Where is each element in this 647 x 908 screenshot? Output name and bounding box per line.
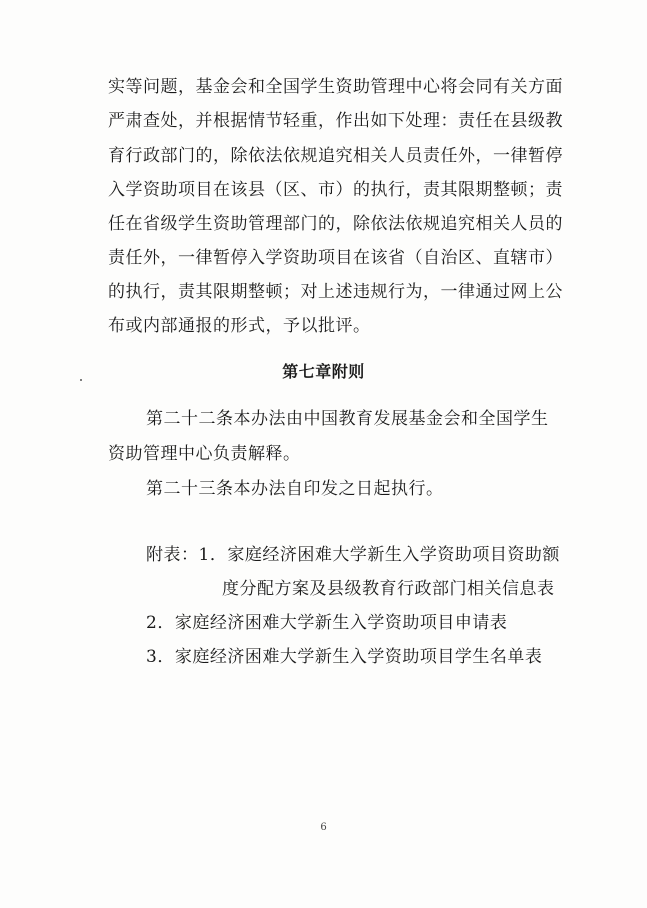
article-22-line-1: 第二十二条本办法由中国教育发展基金会和全国学生 [146,409,549,429]
body-line-4: 入学资助项目在该县（区、市）的执行，责其限期整顿；责 [108,180,563,200]
page-number: 6 [320,822,327,833]
body-line-3: 育行政部门的，除依法依规追究相关人员责任外，一律暂停 [108,146,563,166]
article-23: 第二十三条本办法自印发之日起执行。 [146,479,444,499]
chapter-heading: 第七章附则 [282,362,365,381]
body-line-2: 严肃查处，并根据情节轻重，作出如下处理：责任在县级教 [108,111,563,131]
attachment-item-2: 2．家庭经济困难大学新生入学资助项目申请表 [146,613,508,633]
attachment-item-1-line-1: 附表：1．家庭经济困难大学新生入学资助项目资助额 [146,545,560,565]
article-22-line-2: 资助管理中心负责解释。 [108,444,301,464]
attachment-item-1-line-2: 度分配方案及县级教育行政部门相关信息表 [222,579,555,599]
body-line-7: 的执行，责其限期整顿；对上述违规行为，一律通过网上公 [108,282,563,302]
body-line-1: 实等问题，基金会和全国学生资助管理中心将会同有关方面 [108,77,563,97]
body-line-8: 布或内部通报的形式，予以批评。 [108,316,371,336]
attachment-item-3: 3．家庭经济困难大学新生入学资助项目学生名单表 [146,647,543,667]
body-line-5: 任在省级学生资助管理部门的，除依法依规追究相关人员的 [108,214,563,234]
body-line-6: 责任外，一律暂停入学资助项目在该省（自治区、直辖市） [108,248,563,268]
